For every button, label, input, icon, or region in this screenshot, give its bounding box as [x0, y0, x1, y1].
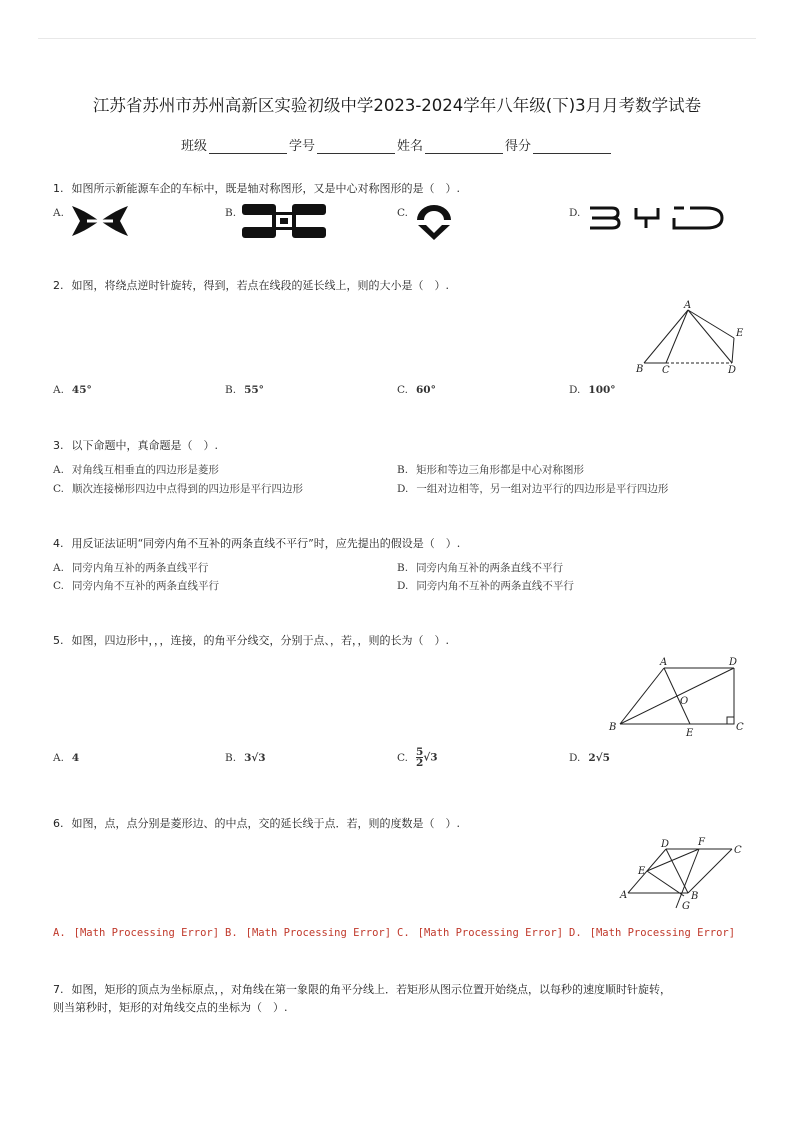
question-3: 3. 以下命题中，真命题是（ ）. — [53, 439, 218, 452]
q5-label-b: B — [609, 722, 617, 733]
question-1-text: 如图所示新能源车企的车标中，既是轴对称图形，又是中心对称图形的是（ ）. — [71, 182, 460, 195]
q5-option-a[interactable]: A. 4 — [53, 752, 80, 764]
q5-quadrilateral-figure — [604, 652, 750, 744]
q6-label-b: B — [691, 891, 699, 902]
question-3-text: 以下命题中，真命题是（ ）. — [71, 439, 218, 452]
q2-option-c[interactable]: C. 60° — [397, 384, 436, 396]
q2-option-b[interactable]: B. 55° — [225, 384, 264, 396]
q2-label-b: B — [636, 364, 644, 375]
q5-label-e: E — [686, 728, 694, 739]
q1-option-c[interactable]: C. — [397, 207, 408, 219]
question-6-text: 如图，点，点分别是菱形边、的中点，交的延长线于点．若，则的度数是（ ）. — [71, 817, 460, 830]
q1-option-a[interactable]: A. — [53, 207, 64, 219]
q6-label-a: A — [620, 890, 628, 901]
question-4: 4. 用反证法证明“同旁内角不互补的两条直线不平行”时，应先提出的假设是（ ）. — [53, 537, 461, 550]
name-blank[interactable] — [425, 141, 503, 154]
question-7: 7. 如图，矩形的顶点为坐标原点，，对角线在第一象限的角平分线上．若矩形从图示位置开始绕点，以每秒的速度顺时针旋转， — [53, 983, 671, 996]
exam-title: 江苏省苏州市苏州高新区实验初级中学2023-2024学年八年级(下)3月月考数学试卷 — [92, 96, 702, 115]
q6-label-f: F — [698, 837, 705, 848]
class-blank[interactable] — [209, 141, 287, 154]
q1-option-b[interactable]: B. — [225, 207, 237, 219]
q4-option-c[interactable]: C. 同旁内角不互补的两条直线平行 — [53, 580, 219, 592]
q6-option-d[interactable]: D. [Math Processing Error] — [569, 927, 736, 939]
question-6: 6. 如图，点，点分别是菱形边、的中点，交的延长线于点．若，则的度数是（ ）. — [53, 817, 460, 830]
question-4-text: 用反证法证明“同旁内角不互补的两条直线不平行”时，应先提出的假设是（ ）. — [71, 537, 461, 550]
q2-option-a[interactable]: A. 45° — [53, 384, 92, 396]
nio-logo-icon — [414, 203, 454, 241]
name-label: 姓名 — [397, 139, 424, 154]
q5-label-d: D — [729, 657, 738, 668]
q6-label-c: C — [734, 845, 742, 856]
q6-option-a[interactable]: A. [Math Processing Error] — [53, 927, 220, 939]
q2-label-a: A — [684, 300, 692, 311]
question-7-line2 — [53, 999, 288, 1015]
q6-option-c[interactable]: C. [Math Processing Error] — [397, 927, 564, 939]
question-1: 1. 如图所示新能源车企的车标中，既是轴对称图形，又是中心对称图形的是（ ）. — [53, 182, 460, 195]
question-7-text-line2: 则当第秒时，矩形的对角线交点的坐标为（ ）. — [53, 1001, 288, 1014]
question-2-text: 如图，将绕点逆时针旋转，得到，若点在线段的延长线上，则的大小是（ ）. — [71, 279, 449, 292]
number-blank[interactable] — [317, 141, 395, 154]
q3-option-a[interactable]: A. 对角线互相垂直的四边形是菱形 — [53, 464, 219, 476]
question-5: 5. 如图，四边形中，，，连接，的角平分线交，分别于点、，若，，则的长为（ ）. — [53, 634, 449, 647]
top-rule — [38, 38, 756, 39]
x-shape-logo-icon — [70, 204, 130, 238]
q4-option-d[interactable]: D. 同旁内角不互补的两条直线不平行 — [397, 580, 574, 592]
q4-option-a[interactable]: A. 同旁内角互补的两条直线平行 — [53, 562, 209, 574]
question-5-text: 如图，四边形中，，，连接，的角平分线交，分别于点、，若，，则的长为（ ）. — [71, 634, 449, 647]
q5-label-a: A — [660, 657, 668, 668]
q5-label-c: C — [736, 722, 744, 733]
q6-label-g: G — [682, 901, 690, 912]
q2-triangle-figure — [632, 298, 750, 378]
q4-option-b[interactable]: B. 同旁内角互补的两条直线不平行 — [397, 562, 564, 574]
q1-option-d[interactable]: D. — [569, 207, 581, 219]
class-label: 班级 — [180, 139, 207, 154]
q3-option-d[interactable]: D. 一组对边相等，另一组对边平行的四边形是平行四边形 — [397, 483, 669, 495]
question-2: 2. 如图，将绕点逆时针旋转，得到，若点在线段的延长线上，则的大小是（ ）. — [53, 279, 449, 292]
q6-label-e: E — [638, 866, 646, 877]
q3-option-b[interactable]: B. 矩形和等边三角形都是中心对称图形 — [397, 464, 585, 476]
q6-option-b[interactable]: B. [Math Processing Error] — [225, 927, 392, 939]
q2-label-c: C — [662, 365, 670, 376]
score-label: 得分 — [505, 139, 532, 154]
question-7-text-line1: 如图，矩形的顶点为坐标原点，，对角线在第一象限的角平分线上．若矩形从图示位置开始绕点，以每秒的速度顺时针旋转， — [71, 983, 671, 996]
q3-option-c[interactable]: C. 顺次连接梯形四边中点得到的四边形是平行四边形 — [53, 483, 303, 495]
q5-option-d[interactable]: D. 2√5 — [569, 752, 610, 764]
student-info-row — [0, 135, 794, 154]
score-blank[interactable] — [533, 141, 611, 154]
q2-option-d[interactable]: D. 100° — [569, 384, 616, 396]
q6-rhombus-figure — [616, 836, 750, 916]
byd-logo-icon — [588, 206, 726, 230]
q5-option-b[interactable]: B. 3√3 — [225, 752, 266, 764]
q2-label-e: E — [736, 328, 744, 339]
q6-label-d: D — [661, 839, 670, 850]
interlocking-logo-icon — [242, 204, 326, 238]
q5-label-o: O — [680, 696, 689, 707]
q2-label-d: D — [728, 365, 737, 376]
q5-option-c[interactable]: C. $\frac{5}{2}$ √3 — [397, 746, 438, 769]
number-label: 学号 — [288, 139, 315, 154]
